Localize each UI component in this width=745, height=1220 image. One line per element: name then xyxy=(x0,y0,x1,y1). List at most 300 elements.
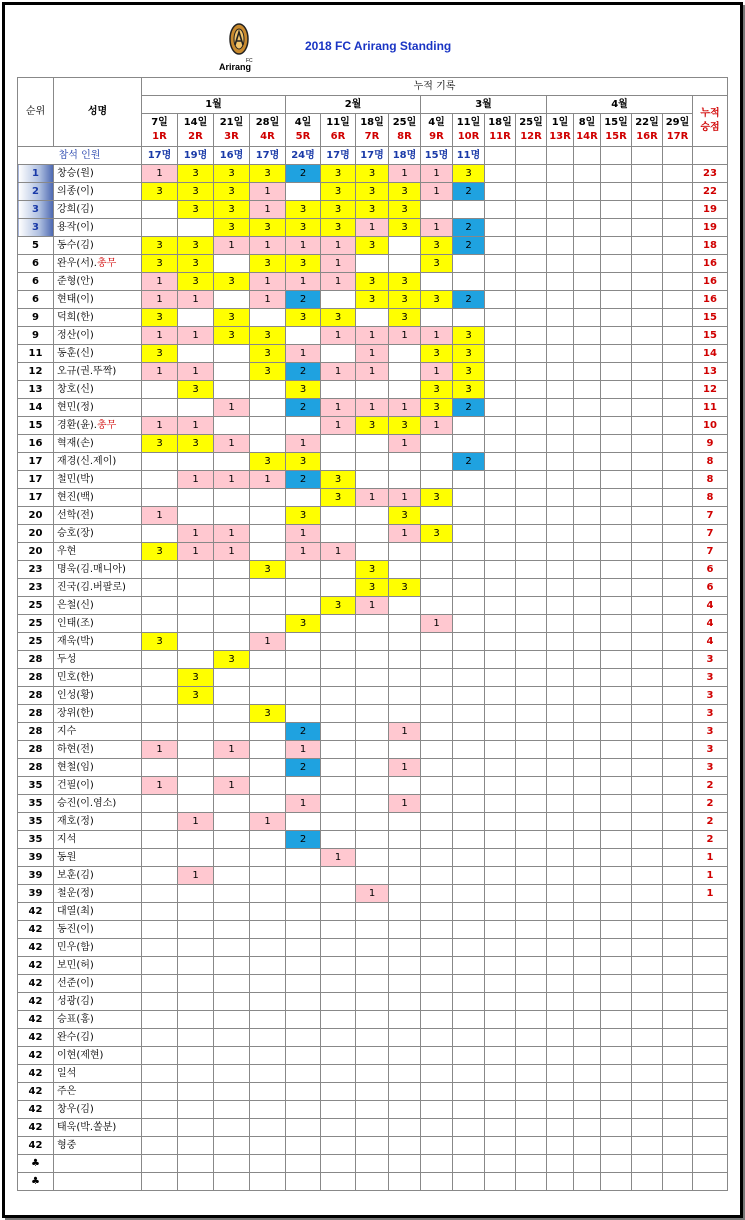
score-value: 1 xyxy=(433,419,440,431)
score-cell xyxy=(178,687,214,705)
score-cell xyxy=(421,597,453,615)
score-cell xyxy=(453,1065,485,1083)
score-cell xyxy=(178,291,214,309)
score-cell xyxy=(178,543,214,561)
rank-cell: 42 xyxy=(18,1101,54,1119)
attendance-label: 참석 인원 xyxy=(18,147,142,165)
score-cell xyxy=(516,237,547,255)
score-cell xyxy=(547,237,574,255)
total-points xyxy=(693,1047,728,1065)
rank-cell: 42 xyxy=(18,993,54,1011)
score-cell xyxy=(574,939,601,957)
score-cell xyxy=(421,471,453,489)
score-cell xyxy=(421,633,453,651)
table-row xyxy=(18,759,728,777)
table-row xyxy=(18,165,728,183)
score-cell xyxy=(574,561,601,579)
score-cell xyxy=(421,885,453,903)
rank-cell: 28 xyxy=(18,651,54,669)
score-cell xyxy=(453,219,485,237)
table-row xyxy=(18,705,728,723)
score-cell xyxy=(356,435,389,453)
score-cell xyxy=(601,327,632,345)
score-value: 1 xyxy=(368,347,376,359)
score-cell xyxy=(321,327,356,345)
score-cell xyxy=(632,741,663,759)
score-cell xyxy=(601,1029,632,1047)
score-value: 3 xyxy=(368,293,376,305)
score-cell xyxy=(356,795,389,813)
score-cell xyxy=(142,651,178,669)
score-cell xyxy=(453,435,485,453)
score-value: 1 xyxy=(156,509,163,521)
score-cell xyxy=(321,363,356,381)
score-cell xyxy=(142,687,178,705)
score-cell xyxy=(214,273,250,291)
score-cell xyxy=(321,165,356,183)
score-value: 1 xyxy=(299,275,307,287)
rank-cell: 35 xyxy=(18,813,54,831)
score-cell xyxy=(356,1065,389,1083)
score-value: 3 xyxy=(228,167,235,179)
total-points: 3 xyxy=(693,687,728,705)
player-name-cell xyxy=(54,435,142,453)
score-cell xyxy=(214,903,250,921)
score-cell xyxy=(250,705,286,723)
score-cell xyxy=(142,867,178,885)
player-name: 하현(전) xyxy=(57,743,94,755)
score-cell xyxy=(453,777,485,795)
table-row xyxy=(18,543,728,561)
score-cell xyxy=(250,939,286,957)
score-cell xyxy=(547,921,574,939)
round-number: 12R xyxy=(520,131,542,142)
score-cell xyxy=(574,975,601,993)
score-cell xyxy=(214,867,250,885)
score-cell xyxy=(547,1083,574,1101)
score-cell xyxy=(547,201,574,219)
score-cell xyxy=(547,471,574,489)
round-number: 13R xyxy=(549,131,571,142)
score-cell xyxy=(421,615,453,633)
player-name-cell xyxy=(54,417,142,435)
player-name: 현민(정) xyxy=(57,401,94,413)
score-cell xyxy=(601,723,632,741)
round-number: 15R xyxy=(605,131,627,142)
score-cell xyxy=(250,399,286,417)
player-name-cell xyxy=(54,651,142,669)
score-cell xyxy=(389,327,421,345)
month-jan: 1월 xyxy=(142,96,286,114)
score-cell xyxy=(178,183,214,201)
score-cell xyxy=(321,201,356,219)
match-date: 18일 xyxy=(488,117,512,128)
score-cell xyxy=(663,381,693,399)
total-header-l2: 승점 xyxy=(700,122,720,133)
score-cell xyxy=(356,417,389,435)
rank-cell: 42 xyxy=(18,1137,54,1155)
score-cell xyxy=(321,273,356,291)
round-number: 3R xyxy=(224,131,239,142)
total-points: 7 xyxy=(693,507,728,525)
score-cell xyxy=(663,885,693,903)
score-cell xyxy=(214,381,250,399)
score-cell xyxy=(321,1101,356,1119)
score-cell xyxy=(142,975,178,993)
rank-cell: 12 xyxy=(18,363,54,381)
score-cell xyxy=(389,363,421,381)
score-cell xyxy=(601,255,632,273)
table-row xyxy=(18,777,728,795)
score-cell xyxy=(142,1155,178,1173)
score-cell xyxy=(389,291,421,309)
attendance-count xyxy=(547,147,574,165)
score-cell xyxy=(142,1029,178,1047)
score-cell xyxy=(485,1011,516,1029)
rank-cell: 25 xyxy=(18,633,54,651)
player-name-cell xyxy=(54,759,142,777)
player-name-cell xyxy=(54,903,142,921)
score-cell xyxy=(250,597,286,615)
score-value: 3 xyxy=(368,203,376,215)
score-cell xyxy=(663,1173,693,1191)
score-cell xyxy=(214,489,250,507)
score-value: 1 xyxy=(264,635,271,647)
score-value: 1 xyxy=(401,329,408,341)
score-value: 3 xyxy=(401,311,408,323)
attendance-count: 16명 xyxy=(214,147,250,165)
score-value: 3 xyxy=(192,671,199,683)
player-name: 재경(신.제이) xyxy=(57,455,117,467)
score-cell xyxy=(574,597,601,615)
score-cell xyxy=(321,1029,356,1047)
score-cell xyxy=(421,309,453,327)
total-points: 4 xyxy=(693,633,728,651)
score-cell xyxy=(663,1047,693,1065)
score-cell xyxy=(178,1083,214,1101)
player-name: 인성(황) xyxy=(57,689,94,701)
score-cell xyxy=(214,165,250,183)
score-cell xyxy=(547,1173,574,1191)
score-cell xyxy=(142,273,178,291)
score-cell xyxy=(547,651,574,669)
score-cell xyxy=(601,1137,632,1155)
score-value: 2 xyxy=(299,761,307,773)
score-cell xyxy=(601,525,632,543)
total-points: 1 xyxy=(693,885,728,903)
score-value: 3 xyxy=(401,203,408,215)
score-value: 3 xyxy=(228,329,235,341)
player-name-cell xyxy=(54,453,142,471)
rank-cell: 28 xyxy=(18,669,54,687)
score-value: 1 xyxy=(264,815,271,827)
score-cell xyxy=(601,579,632,597)
score-cell xyxy=(632,309,663,327)
score-cell xyxy=(663,1011,693,1029)
score-cell xyxy=(632,813,663,831)
total-points xyxy=(693,975,728,993)
round-number: 17R xyxy=(666,131,689,142)
score-cell xyxy=(356,525,389,543)
score-cell xyxy=(389,489,421,507)
score-cell xyxy=(516,309,547,327)
score-cell xyxy=(516,201,547,219)
score-cell xyxy=(453,669,485,687)
total-points: 19 xyxy=(693,219,728,237)
score-cell xyxy=(453,327,485,345)
score-cell xyxy=(250,1173,286,1191)
score-value: 1 xyxy=(433,185,440,197)
rank-cell: 1 xyxy=(18,165,54,183)
score-cell xyxy=(286,1155,321,1173)
score-cell xyxy=(453,165,485,183)
score-cell xyxy=(547,543,574,561)
rank-cell: ♣ xyxy=(18,1173,54,1191)
score-cell xyxy=(214,1155,250,1173)
attendance-count xyxy=(663,147,693,165)
table-row xyxy=(18,327,728,345)
score-cell xyxy=(421,921,453,939)
score-cell xyxy=(389,525,421,543)
score-cell xyxy=(356,201,389,219)
score-cell xyxy=(286,489,321,507)
score-cell xyxy=(516,219,547,237)
match-date: 25일 xyxy=(519,117,543,128)
score-cell xyxy=(601,507,632,525)
score-cell xyxy=(214,471,250,489)
score-cell xyxy=(547,597,574,615)
score-cell xyxy=(178,975,214,993)
score-cell xyxy=(178,399,214,417)
round-header xyxy=(214,114,250,147)
score-cell xyxy=(178,1119,214,1137)
table-row xyxy=(18,669,728,687)
score-value: 1 xyxy=(334,419,342,431)
score-cell xyxy=(356,831,389,849)
score-cell xyxy=(574,489,601,507)
score-cell xyxy=(663,165,693,183)
score-cell xyxy=(142,525,178,543)
player-name-cell xyxy=(54,813,142,831)
score-value: 3 xyxy=(433,401,440,413)
score-cell xyxy=(421,903,453,921)
score-cell xyxy=(321,777,356,795)
score-cell xyxy=(321,1011,356,1029)
score-cell xyxy=(547,849,574,867)
score-cell xyxy=(178,597,214,615)
score-cell xyxy=(574,1029,601,1047)
score-cell xyxy=(214,777,250,795)
score-cell xyxy=(485,1083,516,1101)
total-points: 7 xyxy=(693,543,728,561)
score-cell xyxy=(663,975,693,993)
score-cell xyxy=(485,1047,516,1065)
score-cell xyxy=(250,309,286,327)
rank-cell: 6 xyxy=(18,291,54,309)
score-value: 1 xyxy=(156,743,163,755)
score-cell xyxy=(663,597,693,615)
score-cell xyxy=(547,561,574,579)
score-cell xyxy=(632,543,663,561)
attendance-count: 11명 xyxy=(453,147,485,165)
score-value: 3 xyxy=(465,383,472,395)
score-cell xyxy=(485,903,516,921)
rank-cell: 23 xyxy=(18,561,54,579)
score-cell xyxy=(356,921,389,939)
player-name: 이현(제현) xyxy=(57,1049,104,1061)
score-cell xyxy=(547,309,574,327)
score-cell xyxy=(356,939,389,957)
score-value: 3 xyxy=(433,257,440,269)
score-cell xyxy=(453,741,485,759)
score-cell xyxy=(356,291,389,309)
score-cell xyxy=(178,651,214,669)
score-cell xyxy=(214,1029,250,1047)
score-cell xyxy=(574,525,601,543)
score-cell xyxy=(485,885,516,903)
score-cell xyxy=(214,399,250,417)
score-cell xyxy=(632,1065,663,1083)
score-cell xyxy=(516,417,547,435)
score-cell xyxy=(389,399,421,417)
score-cell xyxy=(516,633,547,651)
score-cell xyxy=(250,723,286,741)
rank-cell: 42 xyxy=(18,1119,54,1137)
player-name-cell xyxy=(54,399,142,417)
total-points: 12 xyxy=(693,381,728,399)
score-cell xyxy=(516,1119,547,1137)
score-cell xyxy=(142,219,178,237)
score-cell xyxy=(250,1119,286,1137)
score-cell xyxy=(356,1011,389,1029)
player-name-cell xyxy=(54,237,142,255)
player-name: 인태(조) xyxy=(57,617,94,629)
score-value: 1 xyxy=(156,365,163,377)
player-name: 우현 xyxy=(57,545,77,557)
rank-cell: 42 xyxy=(18,903,54,921)
score-cell xyxy=(356,597,389,615)
score-cell xyxy=(286,903,321,921)
score-value: 3 xyxy=(299,203,307,215)
score-cell xyxy=(663,1155,693,1173)
score-cell xyxy=(142,705,178,723)
score-cell xyxy=(485,867,516,885)
rank-cell: 9 xyxy=(18,309,54,327)
score-cell xyxy=(250,489,286,507)
score-cell xyxy=(142,237,178,255)
score-cell xyxy=(286,1047,321,1065)
score-cell xyxy=(250,471,286,489)
score-cell xyxy=(663,1083,693,1101)
score-cell xyxy=(601,1101,632,1119)
score-cell xyxy=(485,489,516,507)
player-name-cell xyxy=(54,975,142,993)
score-cell xyxy=(485,687,516,705)
score-cell xyxy=(516,597,547,615)
score-cell xyxy=(453,687,485,705)
score-cell xyxy=(142,183,178,201)
table-row xyxy=(18,399,728,417)
score-value: 1 xyxy=(228,743,235,755)
total-points: 6 xyxy=(693,579,728,597)
score-cell xyxy=(321,705,356,723)
score-cell xyxy=(178,1047,214,1065)
total-points xyxy=(693,957,728,975)
score-cell xyxy=(547,795,574,813)
score-value: 3 xyxy=(334,599,342,611)
table-row xyxy=(18,1119,728,1137)
player-name-cell xyxy=(54,291,142,309)
rank-cell: 35 xyxy=(18,795,54,813)
score-value: 1 xyxy=(264,293,271,305)
rank-cell: 3 xyxy=(18,219,54,237)
score-cell xyxy=(321,669,356,687)
player-name: 오규(권.뚜짝) xyxy=(57,365,117,377)
score-value: 1 xyxy=(264,239,271,251)
score-cell xyxy=(250,237,286,255)
month-feb: 2월 xyxy=(286,96,421,114)
score-cell xyxy=(178,669,214,687)
score-cell xyxy=(516,705,547,723)
attendance-count: 17명 xyxy=(142,147,178,165)
table-row xyxy=(18,903,728,921)
score-cell xyxy=(356,255,389,273)
score-cell xyxy=(421,777,453,795)
score-cell xyxy=(632,939,663,957)
score-cell xyxy=(356,669,389,687)
player-name-cell xyxy=(54,957,142,975)
score-value: 3 xyxy=(433,527,440,539)
score-cell xyxy=(214,993,250,1011)
score-cell xyxy=(142,399,178,417)
score-value: 1 xyxy=(334,401,342,413)
score-cell xyxy=(574,993,601,1011)
score-cell xyxy=(547,165,574,183)
score-cell xyxy=(321,597,356,615)
round-number: 14R xyxy=(576,131,598,142)
score-cell xyxy=(178,849,214,867)
player-name: 창우(김) xyxy=(57,1103,94,1115)
score-value: 3 xyxy=(192,275,199,287)
score-value: 3 xyxy=(401,581,408,593)
score-cell xyxy=(574,471,601,489)
score-cell xyxy=(632,975,663,993)
score-value: 1 xyxy=(334,239,342,251)
score-value: 1 xyxy=(401,437,408,449)
total-points: 1 xyxy=(693,849,728,867)
round-header xyxy=(178,114,214,147)
score-cell xyxy=(142,453,178,471)
score-cell xyxy=(321,579,356,597)
page-title: 2018 FC Arirang Standing xyxy=(305,39,452,53)
score-cell xyxy=(421,741,453,759)
match-date: 18일 xyxy=(360,117,384,128)
score-cell xyxy=(142,471,178,489)
score-cell xyxy=(574,507,601,525)
score-value: 3 xyxy=(334,221,342,233)
score-cell xyxy=(632,1137,663,1155)
score-cell xyxy=(214,597,250,615)
score-cell xyxy=(142,849,178,867)
rank-cell: 28 xyxy=(18,759,54,777)
score-cell xyxy=(574,363,601,381)
score-cell xyxy=(286,273,321,291)
score-cell xyxy=(421,363,453,381)
score-cell xyxy=(356,1173,389,1191)
score-cell xyxy=(574,435,601,453)
score-cell xyxy=(250,903,286,921)
score-value: 3 xyxy=(299,617,307,629)
